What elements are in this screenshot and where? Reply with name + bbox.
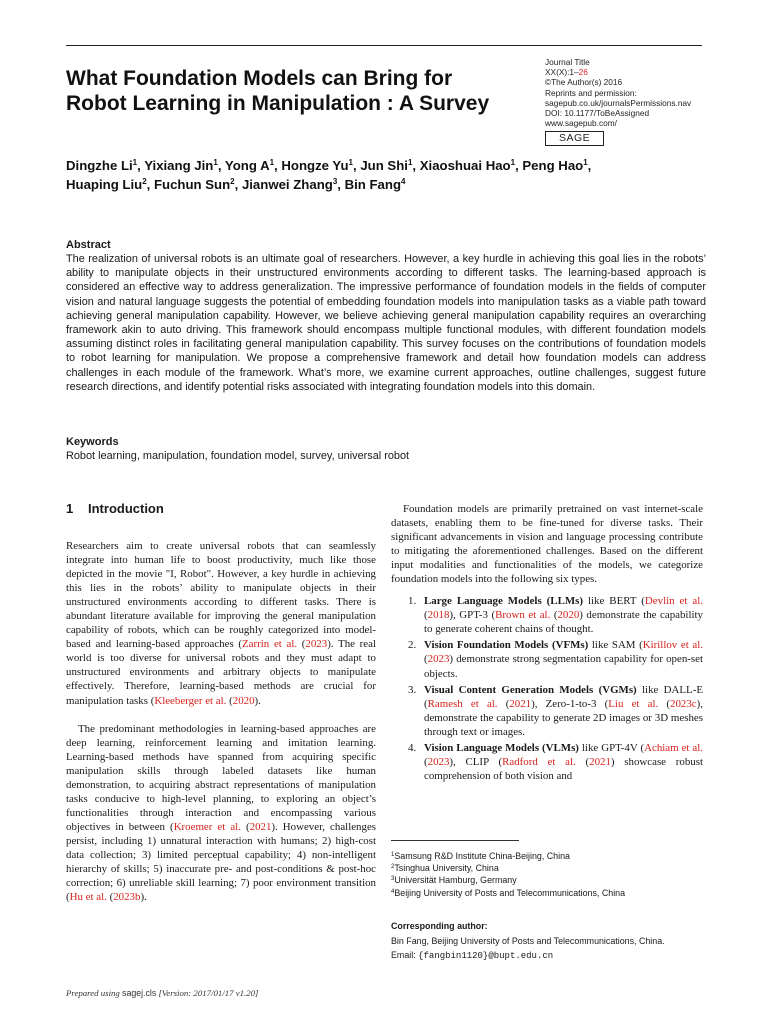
author-name: Jun Shi: [360, 158, 408, 173]
model-type-name: Vision Language Models (VLMs): [424, 741, 579, 754]
corresponding-author-line: Bin Fang, Beijing University of Posts and Telecommunications, China.: [391, 936, 665, 946]
journal-doi: DOI: 10.1177/ToBeAssigned: [545, 108, 650, 119]
keywords-text: Robot learning, manipulation, foundation model, survey, universal robot: [66, 450, 410, 462]
affiliation-text: Beijing University of Posts and Telecommunications, China: [394, 887, 626, 898]
author-name: Hongze Yu: [281, 158, 349, 173]
model-type-name: Vision Foundation Models (VFMs): [424, 639, 589, 652]
affiliation-text: Samsung R&D Institute China-Beijing, China: [394, 851, 570, 861]
author-affiliation-mark: 3: [332, 177, 338, 186]
corresponding-heading: Corresponding author:: [391, 921, 488, 931]
affiliation-item: [391, 887, 711, 899]
author-list: [66, 156, 706, 194]
author-affiliation-mark: 1: [407, 158, 413, 167]
citation-year-link[interactable]: 2023: [305, 638, 328, 651]
list-item: 3. Visual Content Generation Models (VGMs) like DALL-E (Ramesh et al. (2021), Zero-1-to-3 (Liu et al. (2023c), demonstrate the capability to generate 2D images or 3D meshes through text or images.: [408, 683, 703, 738]
author-line-1: Dingzhe Li$^1$, Yixiang Jin$^1$, Yong $A^1$, Hongze Yu$^1$, Jun Shi$^1$, Xiaoshuai Hao$^1$, Peng Hao$^1$,: [66, 158, 592, 173]
affiliation-text: Universität Hamburg, Germany: [394, 875, 517, 886]
author-affiliation-mark: 1: [348, 158, 353, 167]
journal-copyright: ©The Author(s) 2016: [545, 77, 623, 88]
author-affiliation-mark: 2: [142, 177, 147, 186]
citation-year-link[interactable]: 2021: [589, 755, 611, 768]
author-name: Yong A: [224, 158, 270, 173]
journal-reprints: Reprints and permission:: [545, 87, 637, 98]
affiliation-item: [391, 850, 711, 862]
affiliation-number: 1: [391, 852, 395, 858]
list-item-number: 2.: [408, 639, 417, 652]
citation-year-link[interactable]: 2023c: [670, 697, 697, 710]
citation-link[interactable]: Radford et al.: [502, 755, 576, 768]
citation-year-link[interactable]: 2021: [249, 820, 272, 833]
author-name: Yixiang Jin: [144, 158, 214, 173]
section-number: 1: [66, 501, 74, 516]
journal-meta: [545, 57, 715, 146]
abstract-text: The realization of universal robots is an ultimate goal of researchers. However, a key hurdle in achieving this goal lies in the robots’ ability to manipulate objects in their unstructured environments according to different tasks. The learning-based approach is considered an effective way to address generalization. The impressive performance of foundation models in the fields of computer vision and natural language suggests the potential of embedding foundation models into manipulation tasks as a viable path toward achieving general manipulation capability. However, we believe achieving general manipulation capability requires an overarching framework akin to auto driving. This framework should encompass multiple functional modules, with different foundation models assuming distinct roles in facilitating general manipulation capability. This survey focuses on the contributions of foundation models to robot learning for manipulation. We propose a comprehensive framework and detail how foundation models can address challenges in each module of the framework. What’s more, we examine current approaches, outline challenges, suggest future research directions, and identify potential risks associated with integrating foundation models into this domain.: [66, 253, 706, 393]
prepared-using-footer: Prepared using sagej.cls [Version: 2017/01/17 v1.20]: [66, 988, 259, 998]
citation-link[interactable]: Zarrin et al.: [242, 638, 298, 651]
journal-site: www.sagepub.com/: [545, 118, 617, 129]
affiliation-number: 2: [391, 864, 395, 871]
author-affiliation-mark: 1: [213, 158, 218, 167]
model-type-name: Large Language Models (LLMs): [424, 595, 583, 608]
journal-volume: XX(X):1–26: [545, 67, 588, 78]
author-affiliation-mark: 1: [269, 158, 275, 167]
paper-title: What Foundation Models can Bring for Robot Learning in Manipulation : A Survey: [66, 67, 490, 115]
citation-link[interactable]: Liu et al.: [608, 697, 659, 710]
citation-year-link[interactable]: 2020: [232, 694, 255, 707]
journal-title: Journal Title: [545, 57, 590, 67]
left-column: [66, 539, 376, 904]
citation-link[interactable]: Ramesh et al.: [427, 697, 498, 710]
affiliation-text: Tsinghua University, China: [394, 863, 499, 874]
author-affiliation-mark: 1: [132, 158, 138, 167]
citation-year-link[interactable]: 2023: [427, 653, 450, 666]
affiliation-item: [391, 862, 711, 874]
affiliation-number: 3: [391, 876, 395, 883]
right-column: [391, 502, 703, 785]
intro-paragraph-2: The predominant methodologies in learning-based approaches are deep learning, reinforcement learning and imitation learning. Learning-based methods have spanned from acquiring specific manipulation skills through labeled datasets like human demonstration, to acquiring abstract representations of manipulation tasks conducive to high-level planning, to exploring an object’s functionalities through interaction and encompassing various objectives in between (Kroemer et al. (2021). However, challenges persist, including 1) unnatural interaction with humans; 2) high-cost data collection; 3) limited perceptual capability; 4) non-intelligent hierarchy of skills; 5) inaccurate pre- and post-conditions & post-hoc correction; 6) unreliable skill learning; 7) poor environment transition (Hu et al. (2023b).: [66, 722, 377, 904]
author-line-2: Huaping Liu$^2$, Fuchun Sun$^2$, Jianwei Zhang$^3$, Bin Fang$^4$: [66, 177, 406, 192]
author-name: Huaping Liu: [66, 177, 143, 192]
author-affiliation-mark: 2: [230, 177, 235, 186]
citation-link[interactable]: Kirillov et al.: [642, 639, 703, 652]
citation-year-link[interactable]: 2018: [427, 609, 450, 622]
corresponding-email[interactable]: {fangbin1120}@bupt.edu.cn: [418, 951, 554, 961]
journal-permissions-url: sagepub.co.uk/journalsPermissions.nav: [545, 97, 692, 108]
list-item: 4. Vision Language Models (VLMs) like GPT-4V (Achiam et al. (2023), CLIP (Radford et al. (2021) showcase robust comprehension of both vision and: [408, 741, 703, 782]
author-name: Bin Fang: [344, 177, 402, 192]
corresponding-details: [391, 934, 711, 963]
citation-year-link[interactable]: 2021: [509, 697, 532, 710]
citation-link[interactable]: Achiam et al.: [644, 741, 703, 754]
author-name: Peng Hao: [522, 158, 584, 173]
affiliation-item: [391, 874, 711, 886]
section-title: Introduction: [88, 501, 164, 516]
top-rule: [66, 45, 702, 46]
citation-year-link[interactable]: 2020: [557, 609, 580, 622]
citation-link[interactable]: Devlin et al.: [644, 595, 703, 608]
author-name: Dingzhe Li: [66, 158, 133, 173]
author-affiliation-mark: 1: [583, 158, 588, 167]
citation-link[interactable]: Kroemer et al.: [173, 820, 241, 833]
citation-year-link[interactable]: 2023b: [113, 891, 141, 904]
citation-link[interactable]: Hu et al.: [69, 891, 107, 904]
model-types-intro: Foundation models are primarily pretrained on vast internet-scale datasets, enabling them to be fine-tuned for diverse tasks. Their significant advancements in vision and language processing contribute to mitigating the aforementioned challenges. Based on the different input modalities and functionalities of the models, we categorize foundation models into the following six types.: [391, 503, 703, 586]
list-item-number: 3.: [408, 683, 417, 696]
section-heading: [66, 501, 164, 517]
author-affiliation-mark: 4: [401, 177, 406, 186]
publisher-logo: SAGE: [545, 131, 604, 146]
citation-year-link[interactable]: 2023: [427, 755, 450, 768]
list-item: 1. Large Language Models (LLMs) like BERT (Devlin et al. (2018), GPT-3 (Brown et al. (2020) demonstrate the capability to generate coherent chains of thought.: [408, 595, 703, 636]
author-name: Fuchun Sun: [153, 177, 231, 192]
class-file-name: sagej.cls: [122, 988, 157, 998]
affiliation-number: 4: [391, 888, 395, 895]
author-affiliation-mark: 1: [510, 158, 516, 167]
list-item: 2. Vision Foundation Models (VFMs) like SAM (Kirillov et al. (2023) demonstrate strong segmentation capability for open-set objects.: [408, 639, 703, 680]
list-item-number: 4.: [408, 741, 417, 754]
journal-pages-link[interactable]: 26: [578, 67, 588, 78]
model-type-name: Visual Content Generation Models (VGMs): [424, 683, 637, 696]
footnote-rule: [391, 840, 519, 841]
intro-paragraph-1: Researchers aim to create universal robots that can seamlessly integrate into human life to boost productivity, much like those depicted in the movie "I, Robot". However, a key hurdle in achieving this lies in the robots’ ability to manipulate objects in their unstructured environments according to different tasks. There is abundant literature available for improving the general manipulation capability of robots, which can be roughly categorized into model-based and learning-based approaches (Zarrin et al. (2023). The real world is too diverse for universal robots and they must adapt to unstructured environments and arbitrary objects to manipulate effectively. Therefore, learning-based methods are crucial for manipulation tasks (Kleeberger et al. (2020).: [66, 540, 376, 707]
citation-link[interactable]: Brown et al.: [495, 609, 551, 622]
affiliation-list: [391, 850, 711, 899]
model-type-list: [391, 594, 703, 783]
author-name: Jianwei Zhang: [241, 177, 333, 192]
author-name: Xiaoshuai Hao: [419, 158, 511, 173]
list-item-number: 1.: [408, 595, 417, 608]
corresponding-email-line: Email: {fangbin1120}@bupt.edu.cn: [391, 950, 554, 961]
citation-link[interactable]: Kleeberger et al.: [154, 694, 227, 707]
abstract-heading: Abstract: [66, 239, 111, 251]
keywords-heading: Keywords: [66, 436, 119, 448]
